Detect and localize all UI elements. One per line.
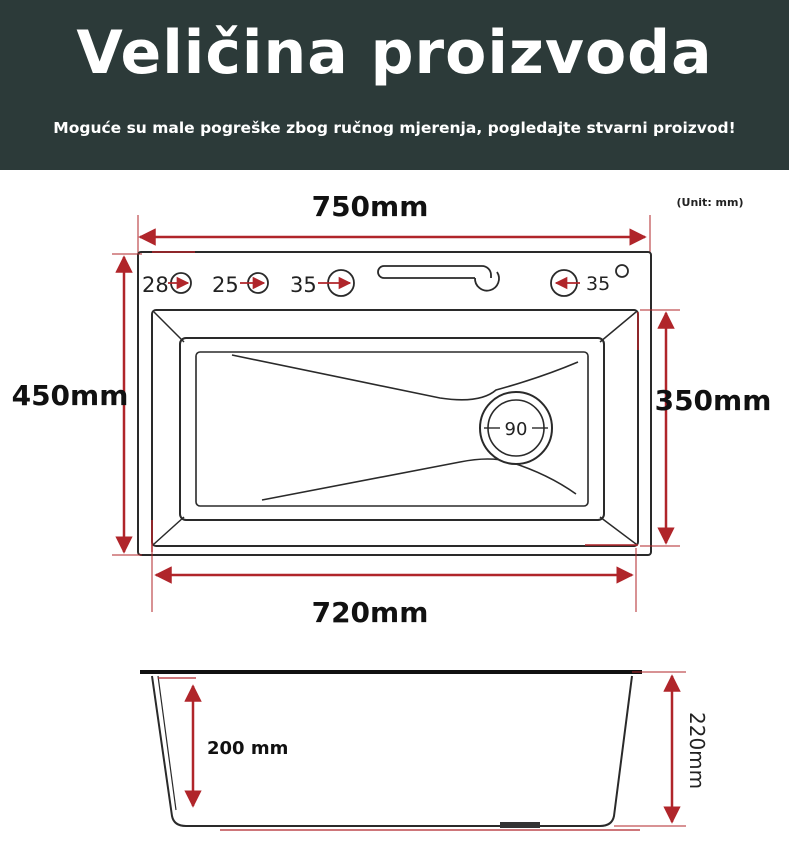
- side-outer-depth-label: 220mm: [685, 712, 709, 790]
- page-title: Veličina proizvoda: [76, 18, 713, 88]
- hole-28-label: 28: [142, 273, 169, 297]
- page-subtitle: Moguće su male pogreške zbog ručnog mjerenja, pogledajte stvarni proizvod!: [53, 119, 736, 137]
- unit-note: (Unit: mm): [676, 196, 744, 209]
- side-drain-icon: [500, 822, 540, 828]
- hole-25-label: 25: [212, 273, 239, 297]
- side-inner-depth-label: 200 mm: [207, 738, 289, 759]
- sink-outer-outline: [138, 252, 651, 555]
- width-label: 750mm: [311, 190, 429, 223]
- inner-width-label: 720mm: [311, 596, 429, 629]
- hole-35-left-label: 35: [290, 273, 317, 297]
- drain-label: 90: [504, 419, 528, 440]
- hole-35-right-label: 35: [586, 273, 611, 295]
- depth-label: 450mm: [11, 379, 129, 412]
- inner-depth-label: 350mm: [654, 384, 772, 417]
